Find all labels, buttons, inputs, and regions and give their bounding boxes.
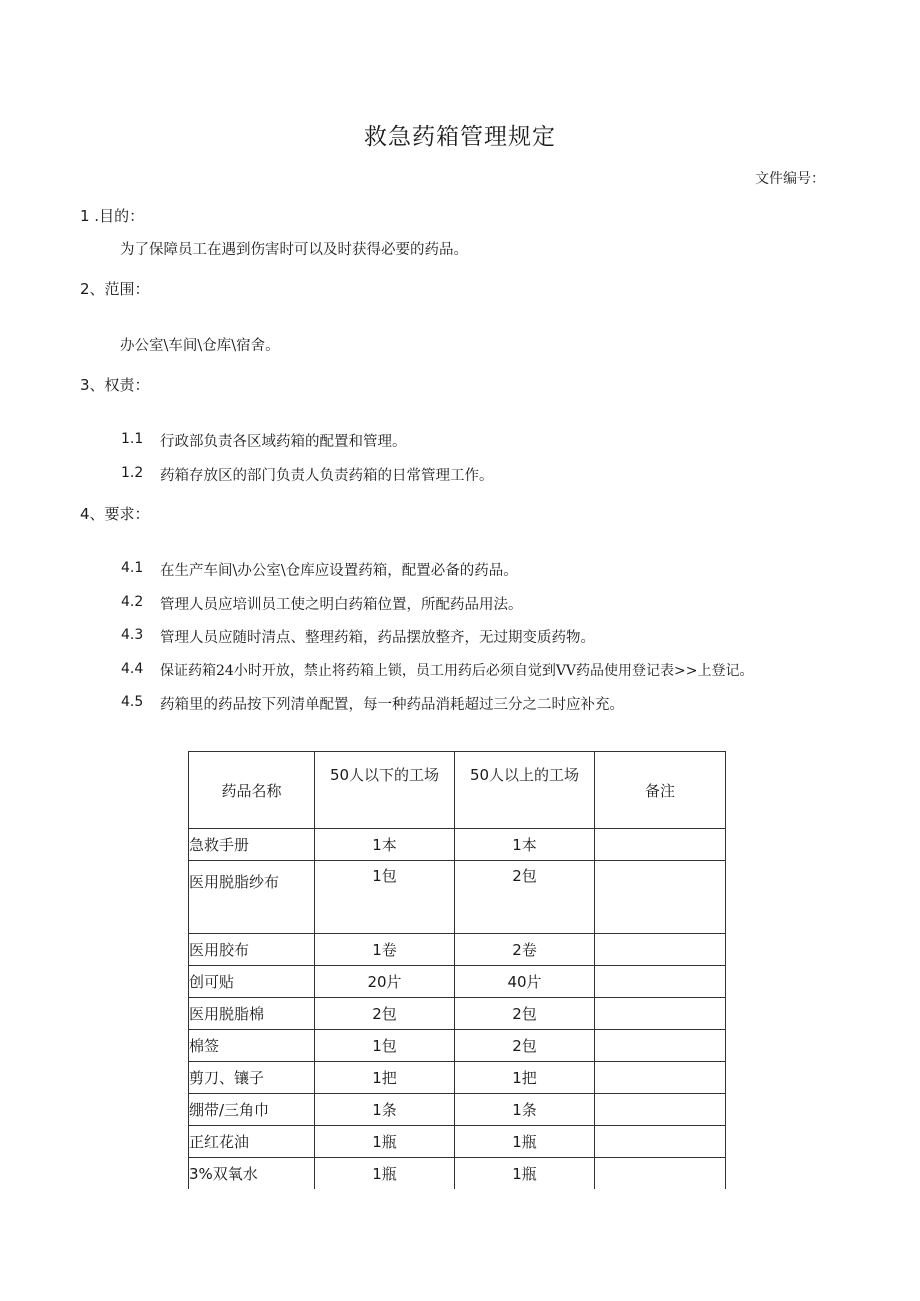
over-50-cell: 40片 [455, 966, 595, 998]
remarks-cell [595, 998, 726, 1030]
document-number-label: 文件编号： [755, 171, 825, 187]
table-row [189, 998, 726, 1030]
medicine-name-cell: 棉签 [189, 1030, 315, 1062]
remarks-cell [595, 1158, 726, 1190]
medicine-table [188, 751, 726, 1189]
section-1-text: 为了保障员工在遇到伤害时可以及时获得必要的药品。 [120, 242, 468, 258]
section-1-heading: 1 .目的： [80, 207, 145, 225]
under-50-cell: 1本 [315, 829, 455, 861]
item-text: 行政部负责各区域药箱的配置和管理。 [160, 434, 407, 450]
remarks-cell [595, 1062, 726, 1094]
medicine-name-cell: 绷带/三角巾 [189, 1094, 315, 1126]
column-header-medicine-name: 药品名称 [189, 752, 315, 829]
under-50-cell: 2包 [315, 998, 455, 1030]
section-4-heading: 4、要求： [80, 505, 150, 523]
table-row [189, 1094, 726, 1126]
remarks-cell [595, 934, 726, 966]
over-50-cell: 1瓶 [455, 1158, 595, 1190]
section-2-heading: 2、范围： [80, 280, 150, 298]
table-row [189, 1158, 726, 1190]
medicine-name-cell: 正红花油 [189, 1126, 315, 1158]
table-header-row [189, 752, 726, 829]
under-50-cell: 1条 [315, 1094, 455, 1126]
item-text: 药箱存放区的部门负责人负责药箱的日常管理工作。 [160, 468, 494, 484]
under-50-cell: 1包 [315, 1030, 455, 1062]
section-3-heading: 3、权责： [80, 376, 150, 394]
item-number: 4.3 [121, 627, 144, 643]
table-row [189, 1062, 726, 1094]
table-row [189, 861, 726, 934]
item-text: 在生产车间\办公室\仓库应设置药箱，配置必备的药品。 [160, 563, 518, 579]
item-number: 4.1 [121, 560, 144, 576]
medicine-name-cell: 3%双氧水 [189, 1158, 315, 1190]
item-number: 4.5 [121, 694, 144, 710]
remarks-cell [595, 1126, 726, 1158]
item-number: 1.1 [121, 431, 144, 447]
medicine-name-cell: 医用脱脂纱布 [189, 861, 315, 934]
medicine-name-cell: 医用胶布 [189, 934, 315, 966]
remarks-cell [595, 861, 726, 934]
over-50-cell: 2包 [455, 998, 595, 1030]
under-50-cell: 1瓶 [315, 1126, 455, 1158]
medicine-name-cell: 急救手册 [189, 829, 315, 861]
over-50-cell: 2包 [455, 1030, 595, 1062]
over-50-cell: 2包 [455, 861, 595, 934]
remarks-cell [595, 829, 726, 861]
item-text: 管理人员应随时清点、整理药箱，药品摆放整齐，无过期变质药物。 [160, 630, 595, 646]
under-50-cell: 1把 [315, 1062, 455, 1094]
under-50-cell: 20片 [315, 966, 455, 998]
medicine-name-cell: 剪刀、镶子 [189, 1062, 315, 1094]
table-row [189, 829, 726, 861]
under-50-cell: 1卷 [315, 934, 455, 966]
under-50-cell: 1包 [315, 861, 455, 934]
item-number: 4.2 [121, 594, 144, 610]
remarks-cell [595, 966, 726, 998]
column-header-over-50: 50人以上的工场 [455, 752, 595, 829]
section-2-text: 办公室\车间\仓库\宿舍。 [120, 338, 280, 354]
item-number: 4.4 [121, 661, 144, 677]
document-title: 救急药箱管理规定 [364, 124, 556, 150]
medicine-name-cell: 创可贴 [189, 966, 315, 998]
item-number: 1.2 [121, 465, 144, 481]
table-row [189, 966, 726, 998]
item-text: 药箱里的药品按下列清单配置，每一种药品消耗超过三分之二时应补充。 [160, 697, 624, 713]
table-row [189, 934, 726, 966]
column-header-under-50: 50人以下的工场 [315, 752, 455, 829]
table-row [189, 1030, 726, 1062]
over-50-cell: 1本 [455, 829, 595, 861]
remarks-cell [595, 1030, 726, 1062]
item-text: 保证药箱24小时开放，禁止将药箱上锁，员工用药后必须自觉到VV药品使用登记表>>上登记。 [160, 663, 754, 679]
over-50-cell: 2卷 [455, 934, 595, 966]
over-50-cell: 1条 [455, 1094, 595, 1126]
under-50-cell: 1瓶 [315, 1158, 455, 1190]
over-50-cell: 1瓶 [455, 1126, 595, 1158]
medicine-name-cell: 医用脱脂棉 [189, 998, 315, 1030]
column-header-remarks: 备注 [595, 752, 726, 829]
item-text: 管理人员应培训员工使之明白药箱位置，所配药品用法。 [160, 597, 523, 613]
table-row [189, 1126, 726, 1158]
over-50-cell: 1把 [455, 1062, 595, 1094]
remarks-cell [595, 1094, 726, 1126]
